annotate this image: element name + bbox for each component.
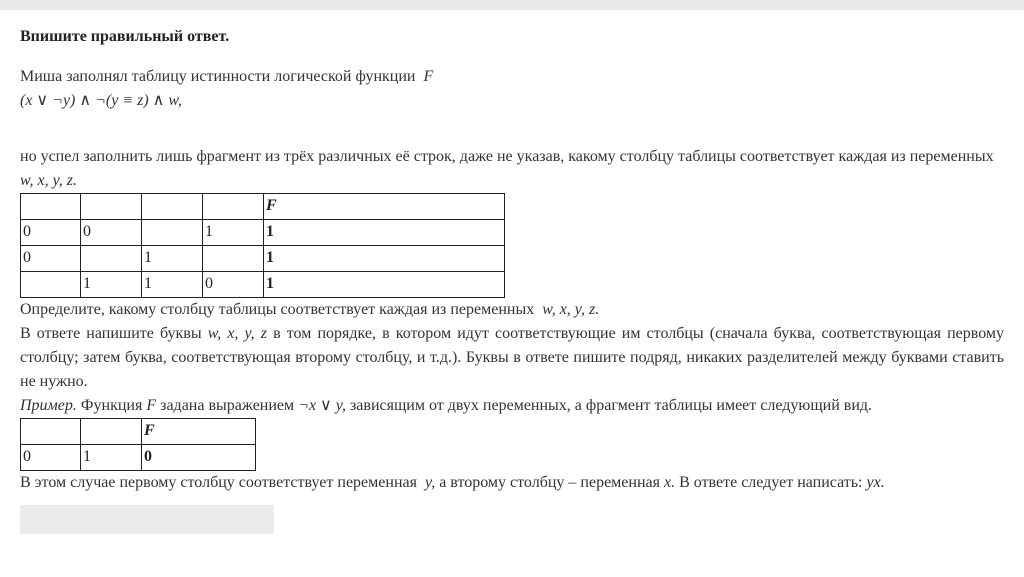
intro-sentence: Миша заполнял таблицу истинности логической функции [20,68,416,85]
example-text-part: зависящим от двух переменных, а фрагмент таблицы имеет следующий вид. [349,397,873,414]
table-row [21,246,505,272]
example-expression: ¬x ∨ y, [298,397,346,414]
table-cell [203,246,264,272]
conclusion-variable: x. [663,474,676,491]
task-content [20,27,1004,534]
conclusion-part: В ответе следует написать: [679,474,863,491]
determine-sentence: Определите, какому столбцу таблицы соответствует каждая из переменных [20,301,535,318]
table-cell [142,220,203,246]
table-cell-f: 0 [142,445,256,471]
header-cell-f: F [264,194,505,220]
header-cell [203,194,264,220]
header-cell [81,419,142,445]
table-header-row [21,419,256,445]
determine-text [20,298,1004,322]
continuation-sentence: но успел заполнить лишь фрагмент из трёх различных её строк, даже не указав, какому столбцу таблицы соответствует каждая из переменных [20,148,994,165]
answer-instructions-variables: w, x, y, z [207,325,268,342]
table-cell: 0 [21,445,81,471]
table-row [21,272,505,298]
table-header-row [21,194,505,220]
spacer [20,113,1004,145]
header-cell [81,194,142,220]
table-cell: 0 [81,220,142,246]
formula-expression: (x ∨ ¬y) ∧ ¬(y ≡ z) ∧ w, [20,92,182,109]
table-cell: 0 [21,220,81,246]
continuation-text [20,145,1004,193]
table-cell-f: 1 [264,220,505,246]
header-cell [21,419,81,445]
header-cell-f: F [142,419,256,445]
formula [20,89,1004,113]
table-cell: 1 [81,272,142,298]
table-cell: 1 [81,445,142,471]
answer-instructions [20,322,1004,394]
header-cell [21,194,81,220]
example-label: Пример. [20,397,77,414]
table-cell: 0 [203,272,264,298]
example-table [20,418,256,471]
example-text-part: задана выражением [160,397,295,414]
example-function-name: F [146,397,157,414]
answer-input[interactable] [20,505,274,534]
variables-list: w, x, y, z. [20,172,78,189]
table-row [21,445,256,471]
example-text-part: Функция [80,397,143,414]
table-cell-f: 1 [264,246,505,272]
conclusion-part: а второму столбцу – переменная [439,474,660,491]
conclusion-answer: yx. [866,474,885,491]
table-row [21,220,505,246]
top-bar [0,0,1024,10]
table-cell [21,272,81,298]
table-cell [81,246,142,272]
truth-table-fragment [20,193,505,298]
example-text [20,394,1004,418]
answer-instructions-start: В ответе напишите буквы [20,325,202,342]
header-cell [142,194,203,220]
table-cell: 0 [21,246,81,272]
intro-text [20,65,1004,89]
table-cell: 1 [203,220,264,246]
table-cell: 1 [142,272,203,298]
task-instruction: Впишите правильный ответ. [20,28,230,45]
answer-instructions-rest: в том порядке, в котором идут соответствующие им столбцы (сначала буква, соответствующая первому столбцу; затем буква, соответствующая второму столбцу, и т.д.). Буквы в ответе пишите подряд, никаких разделителей между буквами ставить не нужно. [20,325,1005,390]
table-cell-f: 1 [264,272,505,298]
determine-variables: w, x, y, z. [542,301,600,318]
conclusion-text [20,471,1004,495]
conclusion-variable: y, [424,474,436,491]
conclusion-part: В этом случае первому столбцу соответствует переменная [20,474,417,491]
function-name: F [423,68,434,85]
table-cell: 1 [142,246,203,272]
